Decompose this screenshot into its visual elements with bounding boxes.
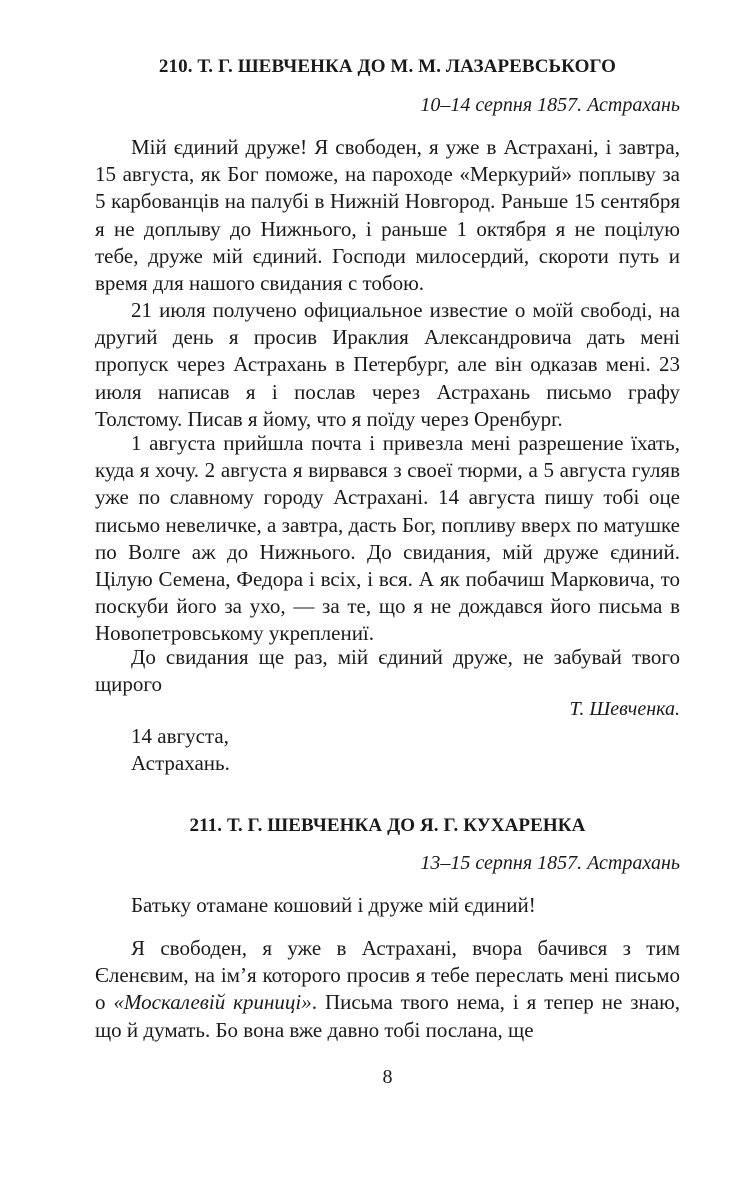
letter-211-work-title: «Москалевій криниці» [113,990,312,1015]
letter-210-paragraph-4: До свидания ще раз, мій єдиний друже, не забувай твого щирого [95,645,680,697]
letter-210-paragraph-2: 21 июля получено официальное известие о моїй свободі, на другий день я просив Ираклия Александровича дать мені пропуск через Астрахань в Петербург, але він одказав мені. 23 июля написав я і послав через Астрахань письмо графу Толстому. Писав я йому, что я поїду через Оренбург. [95,298,680,431]
letter-211-text-after: . Письма твого нема, і я тепер не знаю, що й думать. Бо вона вже давно тобі послана, ще [95,990,681,1042]
letter-210-signature: Т. Шевченка. [569,698,680,720]
page-number: 8 [382,1066,393,1088]
letter-210-closing-place: Астрахань. [131,751,230,775]
letter-210-dateline: 10–14 серпня 1857. Астрахань [420,94,680,116]
letter-210-paragraph-1: Мій єдиний друже! Я свободен, я уже в Астрахані, і завтра, 15 августа, як Бог поможе, на пароходе «Меркурий» поплыву за 5 карбованців на палубі в Нижній Новгород. Раньше 15 сентября я не доплыву до Нижнього, і раньше 1 октября я не поцілую тебе, друже мій єдиний. Господи милосердий, скороти путь и время для нашого свидания с тобою. [95,135,680,296]
letter-210-heading: 210. Т. Г. ШЕВЧЕНКА ДО М. М. ЛАЗАРЕВСЬКОГО [158,56,617,77]
letter-211-paragraph-1 [95,935,680,1044]
letter-211-text-before: Я свободен, я уже в Астрахані, вчора бачився з тим Єленєвим, на ім’я которого просив я тебе переслать мені письмо о [95,936,680,1015]
letter-211-salutation: Батьку отамане кошовий і друже мій єдиний! [131,893,536,917]
letter-211-dateline: 13–15 серпня 1857. Астрахань [420,852,680,874]
letter-211-heading: 211. Т. Г. ШЕВЧЕНКА ДО Я. Г. КУХАРЕНКА [189,815,586,836]
letter-210-closing-date: 14 августа, [131,724,229,748]
letter-210-paragraph-3: 1 августа прийшла почта і привезла мені разрешение їхать, куда я хочу. 2 августа я вирвався з своеї тюрми, а 5 августа гуляв уже по славному городу Астрахані. 14 августа пишу тобі оце письмо невеличке, а завтра, дасть Бог, попливу вверх по матушке по Волге аж до Нижнього. До свидания, мій друже єдиний. Цілую Семена, Федора і всіх, і вся. А як побачиш Марковича, то поскуби його за ухо, — за те, що я не дождався його письма в Новопетровському укреплениї. [95,431,680,646]
